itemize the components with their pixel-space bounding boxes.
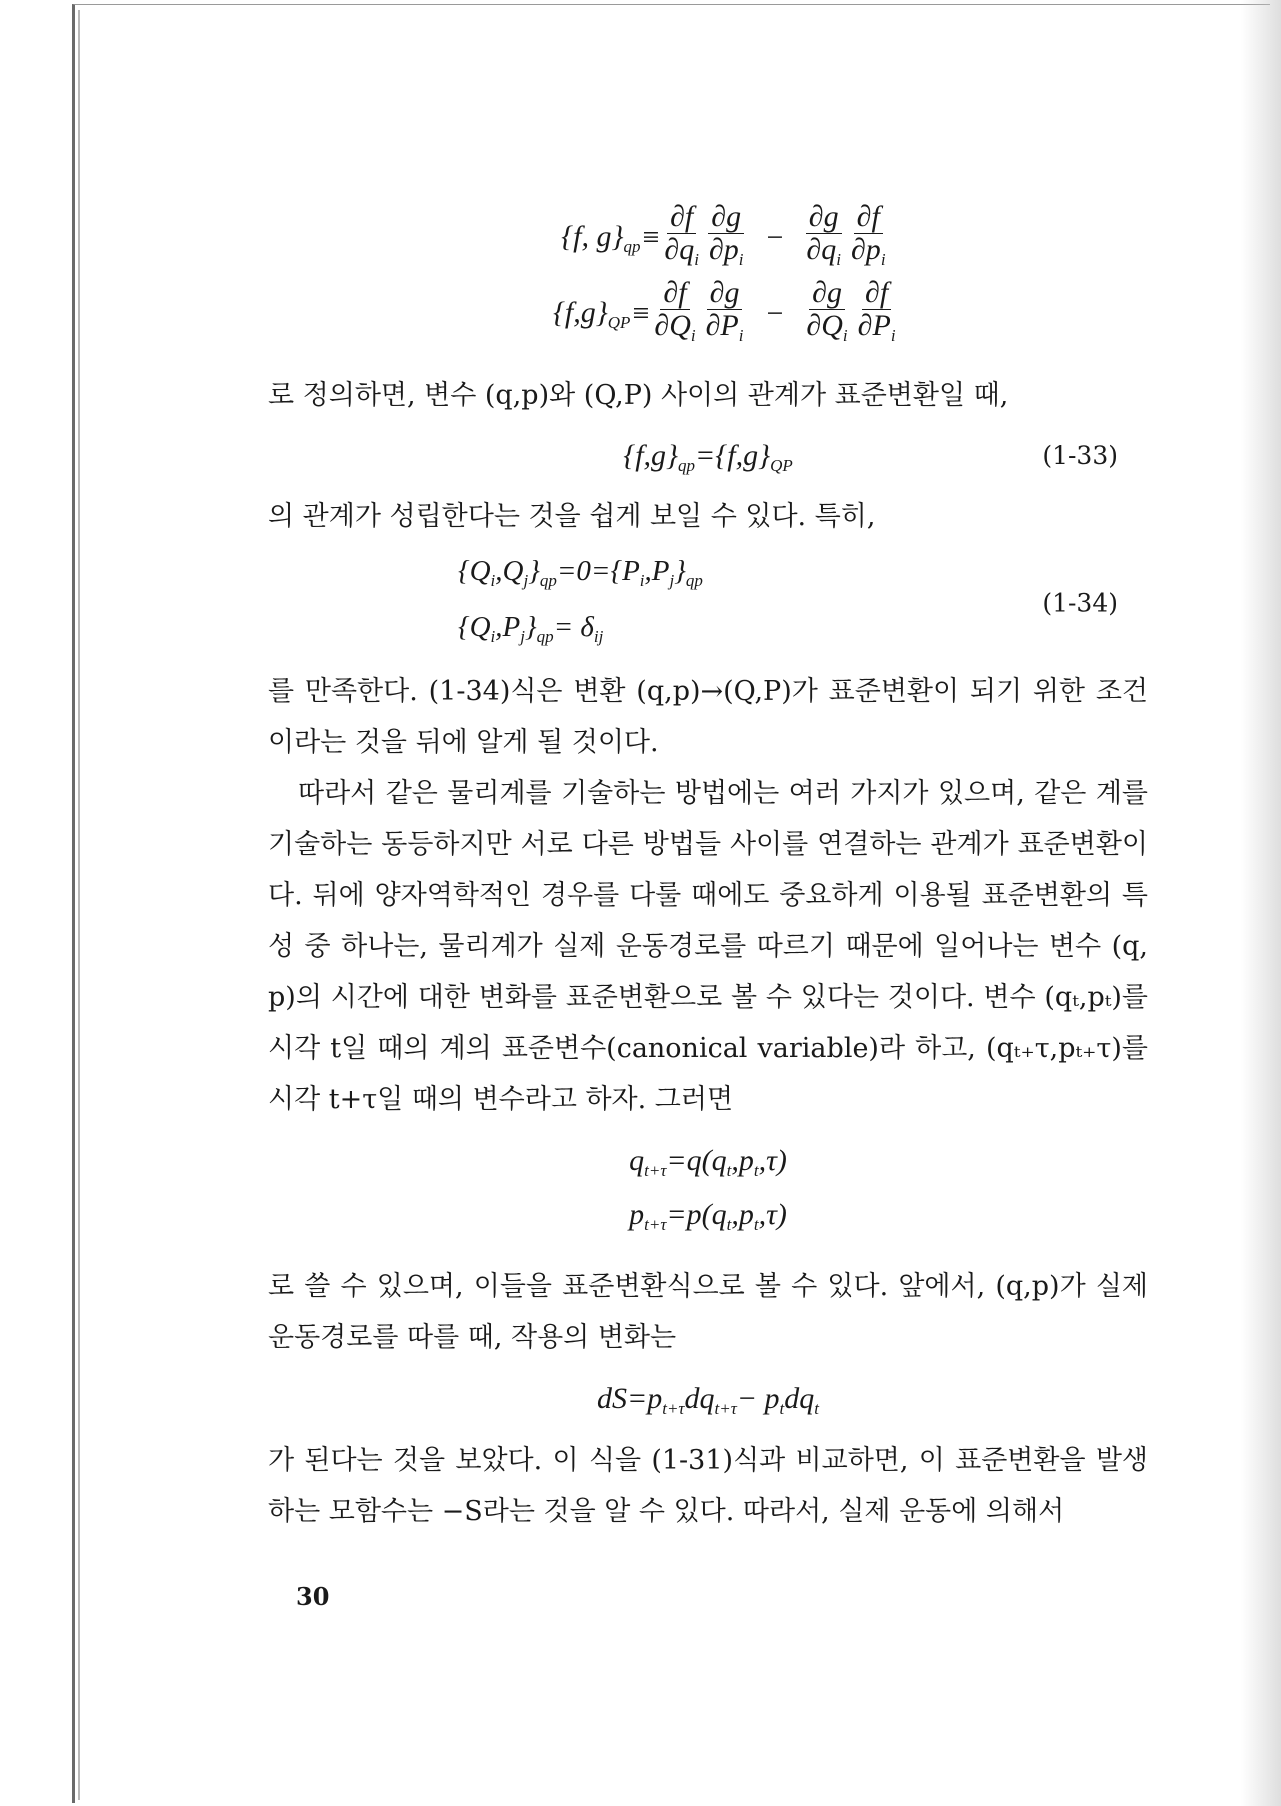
equation-transform xyxy=(268,1139,1148,1247)
equation-line: $\{Q_i,P_j\}_{qp}= \delta_{ij}$ xyxy=(458,611,604,646)
page-edge xyxy=(78,10,80,1800)
paragraph-main: 따라서 같은 물리계를 기술하는 방법에는 여러 가지가 있으며, 같은 계를 기술하는 동등하지만 서로 다른 방법들 사이를 연결하는 관계가 표준변환이다. 뒤에 양자역학적인 경우를 다룰 때에도 중요하게 이용될 표준변환의 특성 중 하나는, 물리계가 실제 운동경로를 따르기 때문에 일어나는 변수 (q, p)의 시간에 대한 변화를 표준변환으로 볼 수 있다는 것이다. 변수 (qₜ,pₜ)를 시각 t일 때의 계의 표준변수(canonical variable)라 하고, (qₜ₊τ,pₜ₊τ)를 시각 t+τ일 때의 변수라고 하자. 그러면 xyxy=(268,778,1148,1115)
page-content xyxy=(268,200,1148,1537)
paragraph-definition: 로 정의하면, 변수 (q,p)와 (Q,P) 사이의 관계가 표준변환일 때, xyxy=(268,380,1009,411)
equation-line: $\{Q_i,Q_j\}_{qp}=0=\{P_i,P_j\}_{qp}$ xyxy=(458,555,703,590)
equation-number: (1-33) xyxy=(1042,441,1118,470)
paragraph-transform: 로 쓸 수 있으며, 이들을 표준변환식으로 볼 수 있다. 앞에서, (q,p)가 실제 운동경로를 따를 때, 작용의 변화는 xyxy=(268,1271,1148,1353)
equation-poisson-QP: $\{f,g\}_{QP}$ ≡ $\frac{\partial f}{\partial Q_i}$ $\frac{\partial g}{\partial P_i}$ − $\frac{\partial g}{\partial Q_i}$ $\frac{\partial f}{\partial P_i}$ xyxy=(552,275,896,345)
equation-poisson-qp: {f, $g\}_{qp}$ ≡ $\frac{\partial f}{\partial q_i}$ $\frac{\partial g}{\partial p_i}$ − $\frac{\partial g}{\partial q_i}$ $\frac{\partial f}{\partial p_i}$ xyxy=(561,199,886,269)
page-shadow xyxy=(1241,0,1281,1806)
equation-line-q: $q_{t+\tau}=q(q_t,p_t,\tau)$ xyxy=(629,1144,787,1180)
equation-action: $dS=p_{t+\tau}dq_{t+\tau}- p_tdq_t$ xyxy=(596,1382,820,1418)
paragraph-generating-function: 가 된다는 것을 보았다. 이 식을 (1-31)식과 비교하면, 이 표준변환을 발생하는 모함수는 −S라는 것을 알 수 있다. 따라서, 실제 운동에 의해서 xyxy=(268,1445,1148,1527)
paragraph-relation: 의 관계가 성립한다는 것을 쉽게 보일 수 있다. 특히, xyxy=(268,501,876,532)
equation-1-34 xyxy=(268,548,1148,658)
equation-number: (1-34) xyxy=(1042,588,1118,618)
page-number: 30 xyxy=(296,1582,330,1611)
paragraph-condition: 를 만족한다. (1-34)식은 변환 (q,p)→(Q,P)가 표준변환이 되기 위한 조건이라는 것을 뒤에 알게 될 것이다. xyxy=(268,676,1148,758)
equation-line-p: $p_{t+\tau}=p(q_t,p_t,\tau)$ xyxy=(629,1198,787,1234)
equation-1-33: $\{f,g\}_{qp}=\{f,g\}_{QP}$ (1-33) xyxy=(268,421,1148,491)
